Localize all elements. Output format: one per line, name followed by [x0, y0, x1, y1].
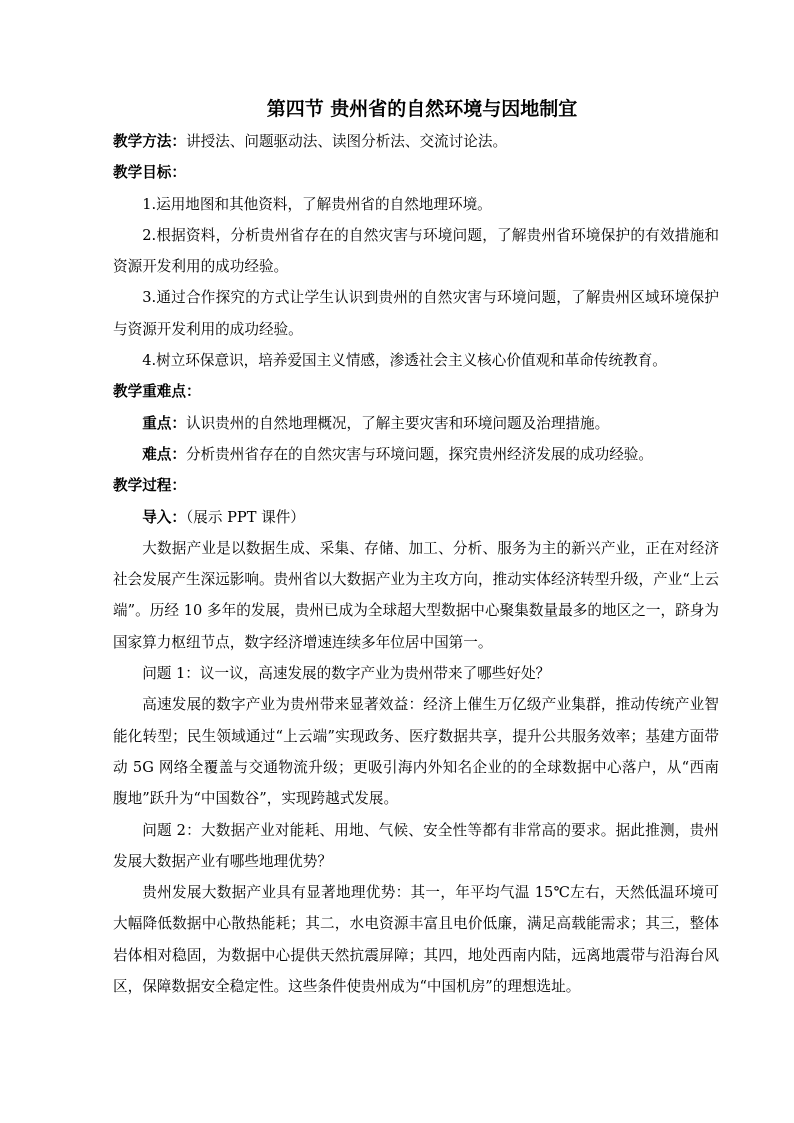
key-point	[113, 408, 719, 439]
intro-label: 导入：	[142, 508, 186, 526]
intro-line	[113, 502, 719, 533]
document-title: 第四节 贵州省的自然环境与因地制宜	[266, 98, 578, 120]
teaching-methods-label: 教学方法：	[113, 133, 186, 150]
difficult-point	[113, 439, 719, 470]
goal-item-3: 3.通过合作探究的方式让学生认识到贵州的自然灾害与环境问题，了解贵州区域环境保护与资源开发利用的成功经验。	[113, 289, 719, 338]
goal-item-1: 1.运用地图和其他资料，了解贵州省的自然地理环境。	[142, 195, 492, 213]
teaching-process-heading: 教学过程：	[113, 477, 186, 495]
question-2: 问题 2：大数据产业对能耗、用地、气候、安全性等都有非常高的要求。据此推测，贵州发展大数据产业有哪些地理优势？	[113, 821, 719, 870]
question-1: 问题 1：议一议，高速发展的数字产业为贵州带来了哪些好处？	[142, 665, 551, 683]
intro-text: （展示 PPT 课件）	[185, 508, 305, 526]
document-page	[113, 92, 719, 1002]
teaching-methods	[113, 126, 719, 157]
teaching-methods-text: 讲授法、问题驱动法、读图分析法、交流讨论法。	[185, 133, 508, 150]
difficult-point-label: 难点：	[142, 445, 186, 463]
process-paragraph-1: 大数据产业是以数据生成、采集、存储、加工、分析、服务为主的新兴产业，正在对经济社会发展产生深远影响。贵州省以大数据产业为主攻方向，推动实体经济转型升级，产业“上云端”。历经 10 多年的发展，贵州已成为全球超大型数据中心聚集数量最多的地区之一，跻身为国家算力枢纽节点，数字经济增速连续多年位居中国第一。	[113, 539, 719, 651]
key-difficult-heading: 教学重难点：	[113, 383, 201, 401]
goal-item-2: 2.根据资料，分析贵州省存在的自然灾害与环境问题，了解贵州省环境保护的有效措施和资源开发利用的成功经验。	[113, 226, 719, 276]
answer-1: 高速发展的数字产业为贵州带来显著效益：经济上催生万亿级产业集群，推动传统产业智能化转型；民生领域通过“上云端”实现政务、医疗数据共享，提升公共服务效率；基建方面带动 5G 网络全覆盖与交通物流升级；更吸引海内外知名企业的的全球数据中心落户，从“西南腹地”跃升为“中国数谷”，实现跨越式发展。	[113, 696, 719, 808]
key-point-text: 认识贵州的自然地理概况，了解主要灾害和环境问题及治理措施。	[185, 414, 610, 432]
goal-item-4: 4.树立环保意识，培养爱国主义情感，渗透社会主义核心价值观和革命传统教育。	[142, 352, 667, 370]
teaching-goals-heading: 教学目标：	[113, 164, 186, 182]
difficult-point-text: 分析贵州省存在的自然灾害与环境问题，探究贵州经济发展的成功经验。	[185, 445, 653, 463]
key-point-label: 重点：	[142, 414, 186, 432]
answer-2: 贵州发展大数据产业具有显著地理优势：其一，年平均气温 15℃左右，天然低温环境可大幅降低数据中心散热能耗；其二，水电资源丰富且电价低廉，满足高载能需求；其三，整体岩体相对稳固，为数据中心提供天然抗震屏障；其四，地处西南内陆，远离地震带与沿海台风区，保障数据安全稳定性。这些条件使贵州成为“中国机房”的理想选址。	[113, 884, 719, 996]
